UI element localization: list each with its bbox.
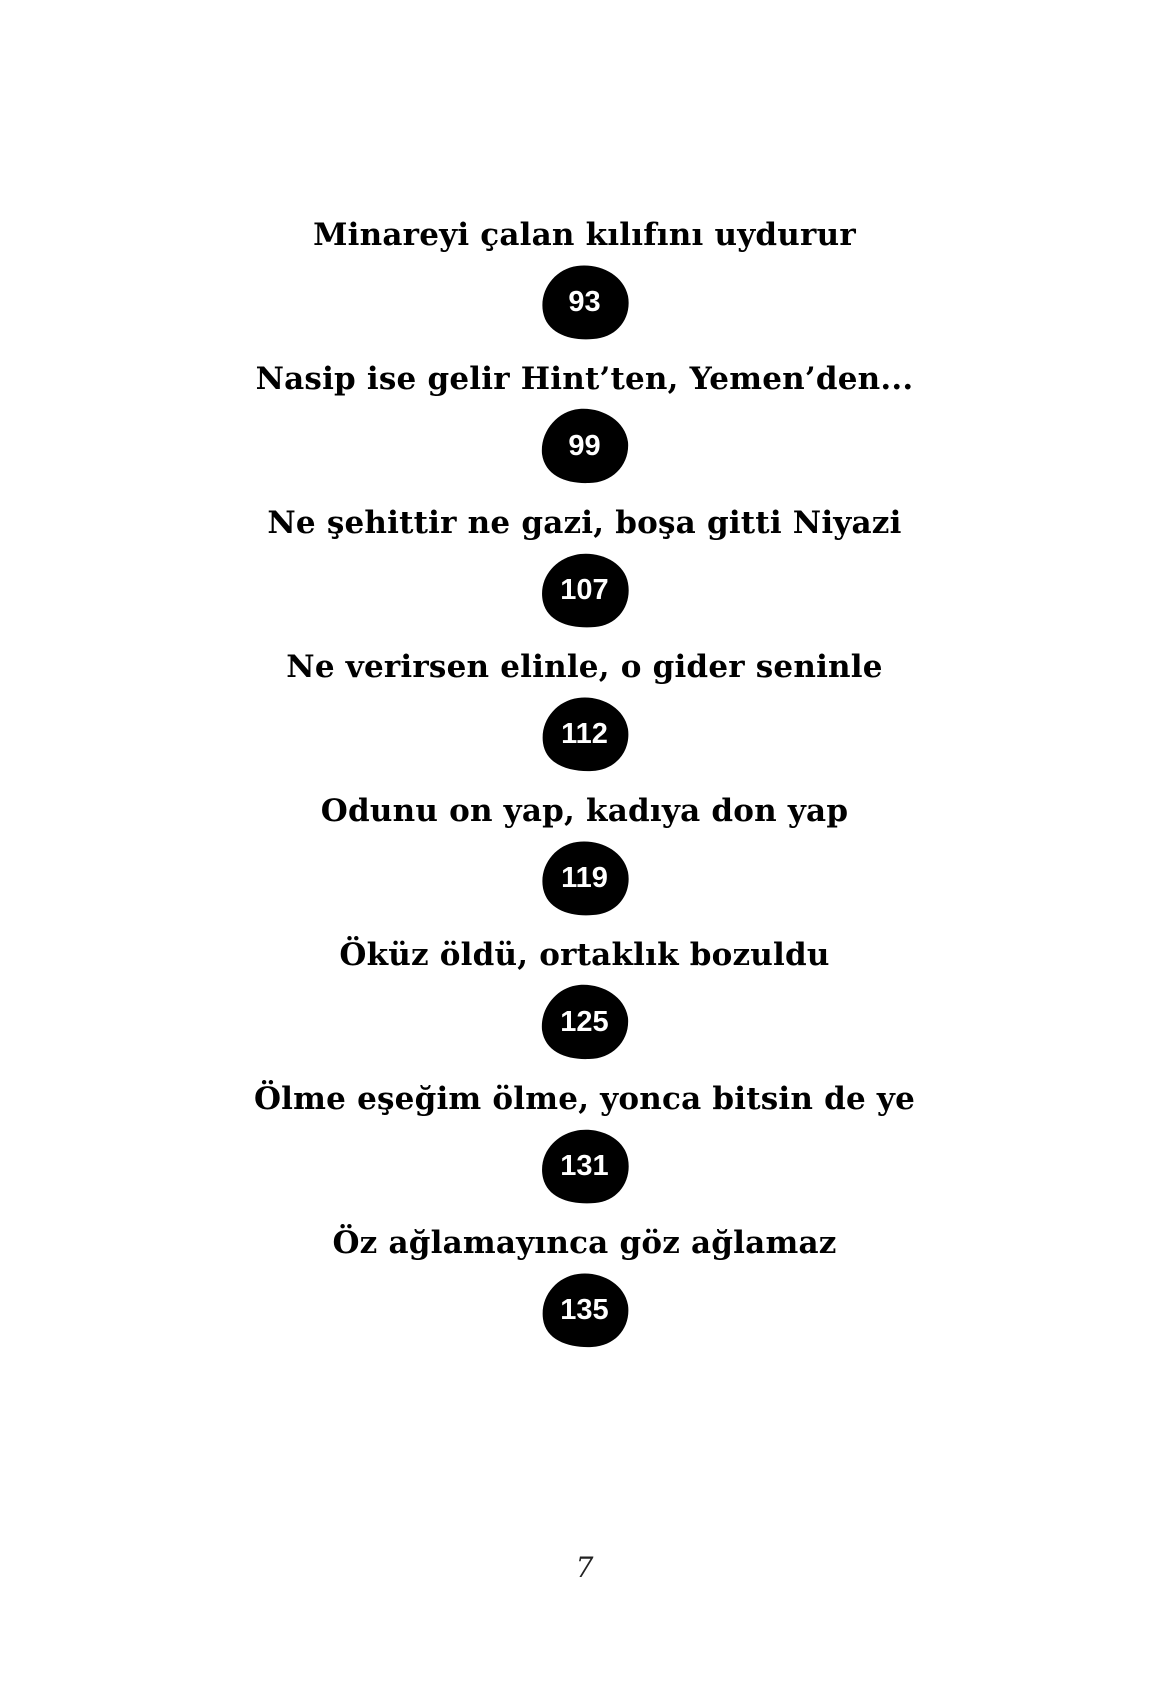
toc-entry [0, 1212, 1169, 1356]
entry-title: Ne verirsen elinle, o gider seninle [286, 649, 883, 685]
entry-title: Minareyi çalan kılıfını uydurur [313, 217, 856, 253]
page-badge[interactable] [541, 696, 629, 772]
page-badge[interactable] [541, 840, 629, 916]
toc-entry [0, 204, 1169, 348]
page-badge[interactable] [541, 264, 629, 340]
entry-title: Öz ağlamayınca göz ağlamaz [332, 1225, 837, 1261]
page-badge-number: 93 [568, 286, 601, 318]
page-badge-number: 107 [560, 574, 609, 606]
page-badge-number: 119 [561, 862, 608, 894]
page-number: 7 [575, 1551, 594, 1584]
page-badge-number: 135 [560, 1294, 609, 1326]
page-badge[interactable] [541, 552, 629, 628]
entry-title: Odunu on yap, kadıya don yap [320, 793, 849, 829]
toc-entry [0, 348, 1169, 492]
page-badge[interactable] [541, 984, 629, 1060]
entry-title: Ne şehittir ne gazi, boşa gitti Niyazi [267, 505, 902, 541]
toc-entry [0, 924, 1169, 1068]
entry-title: Ölme eşeğim ölme, yonca bitsin de ye [253, 1081, 916, 1117]
toc-entry [0, 492, 1169, 636]
page-badge-number: 131 [560, 1150, 609, 1182]
table-of-contents [0, 204, 1169, 1356]
page-badge[interactable] [541, 408, 629, 484]
entry-title: Nasip ise gelir Hint’ten, Yemen’den... [255, 361, 914, 397]
toc-entry [0, 1068, 1169, 1212]
page-badge[interactable] [541, 1128, 629, 1204]
page-badge[interactable] [541, 1272, 629, 1348]
page-badge-number: 112 [561, 718, 608, 750]
toc-entry [0, 636, 1169, 780]
entry-title: Öküz öldü, ortaklık bozuldu [339, 937, 830, 973]
page-badge-number: 99 [568, 430, 601, 462]
toc-entry [0, 780, 1169, 924]
page-badge-number: 125 [560, 1006, 609, 1038]
